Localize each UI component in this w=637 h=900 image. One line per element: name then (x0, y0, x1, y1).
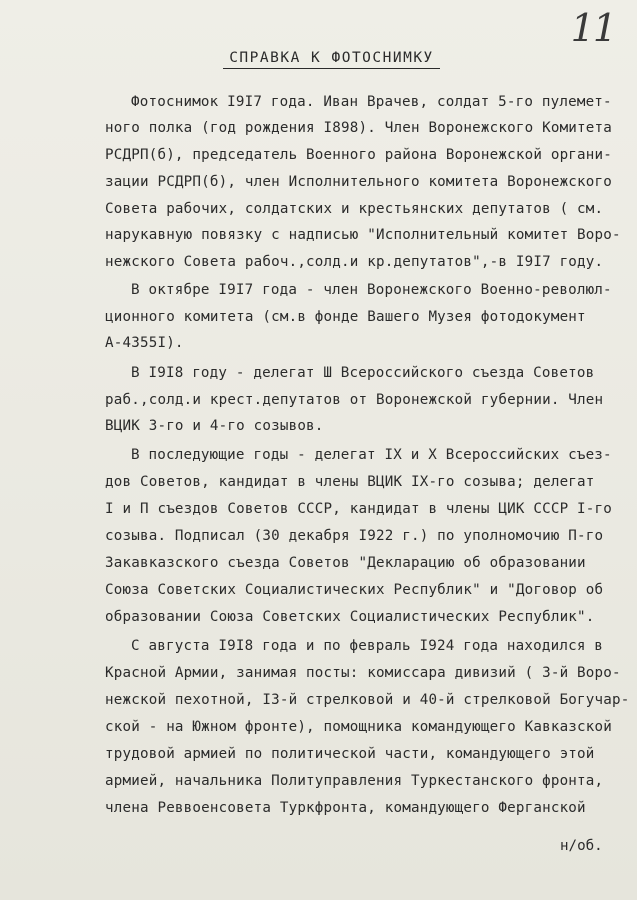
text-line: армией, начальника Политуправления Туркестанского фронта, (105, 773, 604, 789)
text-line: Красной Армии, занимая посты: комиссара дивизий ( 3-й Воро- (105, 665, 621, 681)
text-line: Союза Советских Социалистических Республик" и "Договор об (105, 582, 604, 598)
text-line: Совета рабочих, солдатских и крестьянских депутатов ( см. (105, 201, 604, 217)
text-line: члена Реввоенсовета Туркфронта, командующего Ферганской (105, 800, 586, 816)
text-line: Закавказского съезда Советов "Декларацию об образовании (105, 555, 586, 571)
document-title (0, 50, 637, 69)
document-title-text: СПРАВКА К ФОТОСНИМКУ (223, 50, 440, 69)
text-line: нежской пехотной, I3-й стрелковой и 40-й стрелковой Богучар- (105, 692, 630, 708)
text-line: дов Советов, кандидат в члены ВЦИК IX-го созыва; делегат (105, 474, 595, 490)
page-number: 11 (570, 6, 615, 50)
text-line: В последующие годы - делегат IX и X Всероссийских съез- (131, 447, 612, 463)
text-line: трудовой армией по политической части, командующего этой (105, 746, 595, 762)
text-line: С августа I9I8 года и по февраль I924 года находился в (131, 638, 604, 654)
text-line: ВЦИК 3-го и 4-го созывов. (105, 418, 324, 434)
page-continuation-mark: н/об. (560, 838, 603, 854)
text-line: А-4355I). (105, 335, 184, 351)
text-line: В I9I8 году - делегат Ш Всероссийского съезда Советов (131, 365, 595, 381)
text-line: раб.,солд.и крест.депутатов от Воронежской губернии. Член (105, 392, 604, 408)
text-line: созыва. Подписал (30 декабря I922 г.) по уполномочию П-го (105, 528, 604, 544)
text-line: РСДРП(б), председатель Военного района Воронежской органи- (105, 147, 613, 163)
text-line: нежского Совета рабоч.,солд.и кр.депутатов",-в I9I7 году. (105, 254, 604, 270)
text-line: ционного комитета (см.в фонде Вашего Музея фотодокумент (105, 309, 586, 325)
text-line: ской - на Южном фронте), помощника командующего Кавказской (105, 719, 613, 735)
text-line: Фотоснимок I9I7 года. Иван Врачев, солдат 5-го пулемет- (131, 94, 612, 110)
text-line: ного полка (год рождения I898). Член Воронежского Комитета (105, 120, 613, 136)
text-line: I и П съездов Советов СССР, кандидат в члены ЦИК СССР I-го (105, 501, 613, 517)
text-line: нарукавную повязку с надписью "Исполнительный комитет Воро- (105, 227, 621, 243)
text-line: зации РСДРП(б), член Исполнительного комитета Воронежского (105, 174, 613, 190)
text-line: В октябре I9I7 года - член Воронежского Военно-революл- (131, 282, 612, 298)
text-line: образовании Союза Советских Социалистических Республик". (105, 609, 595, 625)
